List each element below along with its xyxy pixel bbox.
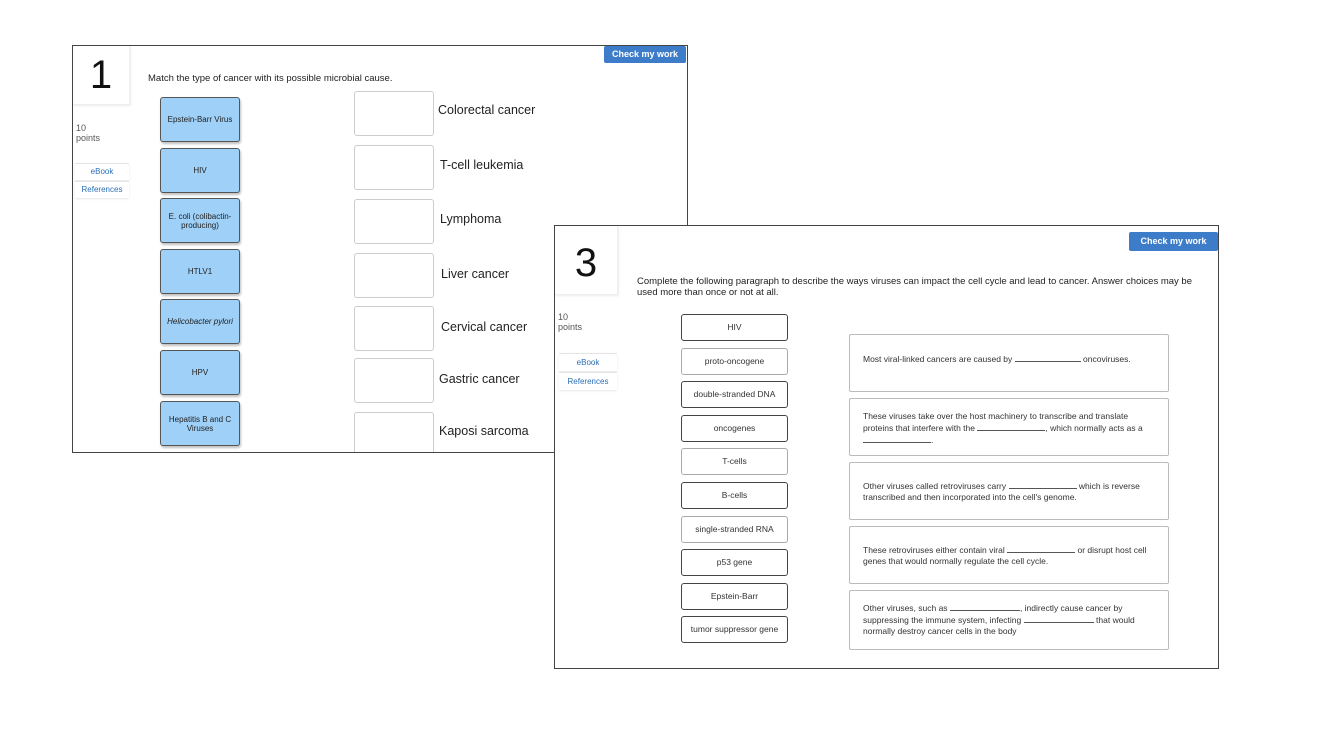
check-my-work-button[interactable]: Check my work [604, 46, 686, 63]
blank-3[interactable] [863, 434, 931, 443]
choice-tumor-suppressor-gene[interactable]: tumor suppressor gene [681, 616, 788, 643]
ebook-link[interactable]: eBook [75, 163, 129, 180]
references-link[interactable]: References [559, 372, 617, 390]
choice-hepatitis[interactable]: Hepatitis B and C Viruses [160, 401, 240, 446]
target-label-lymphoma: Lymphoma [440, 212, 502, 226]
choice-p53-gene[interactable]: p53 gene [681, 549, 788, 576]
target-label-colorectal: Colorectal cancer [438, 103, 536, 117]
drop-target-cervical[interactable] [354, 306, 434, 351]
choice-single-stranded-rna[interactable]: single-stranded RNA [681, 516, 788, 543]
choice-hiv[interactable]: HIV [681, 314, 788, 341]
question-instruction: Match the type of cancer with its possible microbial cause. [148, 73, 393, 84]
choice-htlv1[interactable]: HTLV1 [160, 249, 240, 294]
choice-hiv[interactable]: HIV [160, 148, 240, 193]
sentence-4: These retroviruses either contain viral or disrupt host cell genes that would normally regulate the cell cycle. [849, 526, 1169, 584]
choice-b-cells[interactable]: B-cells [681, 482, 788, 509]
target-label-liver: Liver cancer [441, 267, 510, 281]
points-indicator [76, 123, 100, 143]
points-label: points [76, 133, 101, 143]
target-label-cervical: Cervical cancer [441, 320, 528, 334]
question-3-panel [554, 225, 1219, 669]
choice-oncogenes[interactable]: oncogenes [681, 415, 788, 442]
drop-target-kaposi[interactable] [354, 412, 434, 453]
blank-4[interactable] [1009, 480, 1077, 489]
drop-target-lymphoma[interactable] [354, 199, 434, 244]
drop-target-liver[interactable] [354, 253, 434, 298]
question-number: 3 [574, 241, 598, 285]
sentence-3: Other viruses called retroviruses carry which is reverse transcribed and then incorporated into the cell's genome. [849, 462, 1169, 520]
question-number-box [73, 46, 130, 105]
question-number-box [555, 226, 618, 295]
choice-t-cells[interactable]: T-cells [681, 448, 788, 475]
target-label-gastric: Gastric cancer [439, 372, 520, 386]
blank-5[interactable] [1007, 544, 1075, 553]
sentence-5: Other viruses, such as , indirectly cause cancer by suppressing the immune system, infecting that would normally destroy cancer cells in the body [849, 590, 1169, 650]
drop-target-colorectal[interactable] [354, 91, 434, 136]
points-value: 10 [76, 123, 87, 133]
blank-7[interactable] [1024, 614, 1094, 623]
choice-double-stranded-dna[interactable]: double-stranded DNA [681, 381, 788, 408]
target-label-t-cell-leukemia: T-cell leukemia [440, 158, 524, 172]
blank-6[interactable] [950, 602, 1020, 611]
check-my-work-button[interactable]: Check my work [1129, 232, 1218, 251]
choice-e-coli[interactable]: E. coli (colibactin-producing) [160, 198, 240, 243]
choice-proto-oncogene[interactable]: proto-oncogene [681, 348, 788, 375]
choice-epstein-barr[interactable]: Epstein-Barr [681, 583, 788, 610]
question-instruction: Complete the following paragraph to describe the ways viruses can impact the cell cycle and lead to cancer. Answer choices may be used more than once or not at all. [637, 276, 1192, 298]
drop-target-t-cell-leukemia[interactable] [354, 145, 434, 190]
drop-target-gastric[interactable] [354, 358, 434, 403]
blank-2[interactable] [977, 422, 1045, 431]
sentence-1: Most viral-linked cancers are caused by oncoviruses. [849, 334, 1169, 392]
ebook-link[interactable]: eBook [559, 353, 617, 371]
points-value: 10 [558, 312, 569, 322]
sentence-2: These viruses take over the host machinery to transcribe and translate proteins that interfere with the , which normally acts as a . [849, 398, 1169, 456]
question-number: 1 [89, 53, 113, 97]
choice-epstein-barr[interactable]: Epstein-Barr Virus [160, 97, 240, 142]
choice-hpv[interactable]: HPV [160, 350, 240, 395]
choice-helicobacter[interactable]: Helicobacter pylori [160, 299, 240, 344]
references-link[interactable]: References [75, 181, 129, 198]
target-label-kaposi: Kaposi sarcoma [439, 424, 529, 438]
points-label: points [558, 322, 583, 332]
blank-1[interactable] [1015, 353, 1081, 362]
points-indicator [558, 312, 582, 332]
